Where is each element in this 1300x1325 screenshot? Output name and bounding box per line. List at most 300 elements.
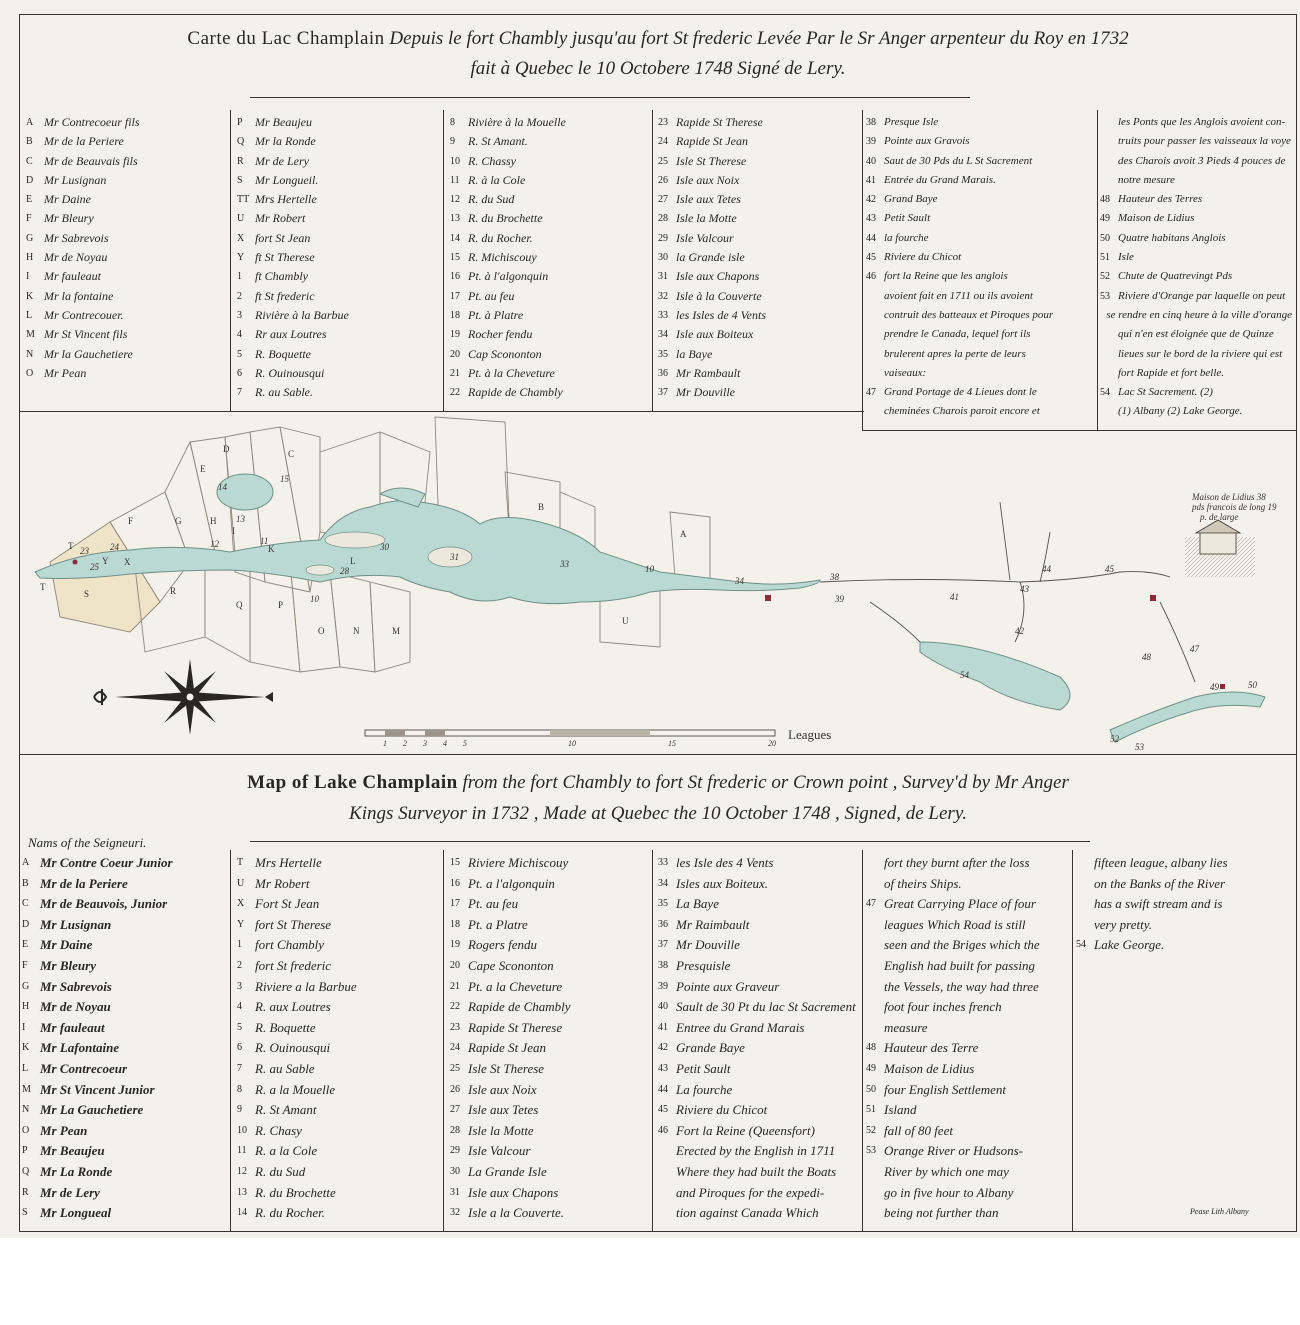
map-number-13: 13 xyxy=(236,514,245,524)
legend-key: H xyxy=(26,252,34,264)
legend-text: R. du Sud xyxy=(255,1163,306,1179)
legend-entry xyxy=(658,132,858,151)
plot-outline xyxy=(370,582,410,672)
legend-key: 9 xyxy=(237,1104,242,1116)
legend-key: N xyxy=(22,1104,30,1116)
legend-key: 15 xyxy=(450,252,460,264)
legend-key: Q xyxy=(22,1165,30,1177)
legend-entry xyxy=(22,894,228,915)
legend-entry xyxy=(237,287,439,306)
legend-text: Chute de Quatrevingt Pds xyxy=(1118,270,1233,283)
legend-entry xyxy=(866,152,1094,171)
legend-entry xyxy=(237,132,439,151)
legend-entry xyxy=(22,874,228,895)
legend-key: 36 xyxy=(658,367,668,379)
legend-key: 1 xyxy=(237,271,242,283)
legend-key: L xyxy=(26,309,33,321)
legend-entry xyxy=(658,853,860,874)
legend-entry xyxy=(658,935,860,956)
legend-text: R. au Sable. xyxy=(255,385,313,400)
legend-entry xyxy=(866,915,1070,936)
map-bottom-divider xyxy=(20,754,1296,755)
legend-entry xyxy=(866,248,1094,267)
legend-text: River by which one may xyxy=(884,1163,1009,1179)
lithographer-imprint: Pease Lith Albany xyxy=(1190,1207,1249,1216)
legend-key xyxy=(866,935,884,956)
legend-key: 44 xyxy=(866,232,876,244)
legend-key: 41 xyxy=(658,1021,668,1033)
map-number-45: 45 xyxy=(1105,564,1114,574)
legend-text: Pt. a l'algonquin xyxy=(468,875,555,891)
plot-letter-L: L xyxy=(350,556,356,566)
legend-key: 53 xyxy=(866,1145,876,1157)
legend-text: Mr Sabrevois xyxy=(44,230,109,245)
legend-entry xyxy=(26,190,226,209)
legend-text: Mr de la Periere xyxy=(40,875,128,891)
legend-text: Entree du Grand Marais xyxy=(676,1019,805,1035)
legend-key: P xyxy=(22,1145,28,1157)
legend-key: 34 xyxy=(658,329,668,341)
legend-key: 21 xyxy=(450,980,460,992)
scale-tick-label: 5 xyxy=(463,739,467,748)
legend-entry xyxy=(866,383,1094,402)
legend-key: 31 xyxy=(658,271,668,283)
legend-entry xyxy=(237,1183,439,1204)
legend-text: the Vessels, the way had three xyxy=(884,978,1039,994)
legend-entry xyxy=(450,977,648,998)
legend-text: Riviere a la Barbue xyxy=(255,978,357,994)
legend-key xyxy=(866,364,884,383)
map-number-52: 52 xyxy=(1110,734,1119,744)
legend-text: Cape Scononton xyxy=(468,957,554,973)
legend-text: La fourche xyxy=(676,1081,733,1097)
legend-key: 14 xyxy=(237,1207,247,1219)
legend-entry xyxy=(237,345,439,364)
legend-text: Mr Sabrevois xyxy=(40,978,112,994)
legend-text: Riviere du Chicot xyxy=(884,251,962,264)
legend-key xyxy=(658,1183,676,1204)
map-location-numbers xyxy=(80,474,1258,752)
legend-text: La Baye xyxy=(676,896,719,912)
legend-key: 49 xyxy=(1100,213,1110,225)
legend-entry xyxy=(450,1162,648,1183)
legend-entry xyxy=(1100,267,1292,286)
legend-entry xyxy=(450,1203,648,1224)
legend-text: (1) Albany (2) Lake George. xyxy=(1118,405,1243,418)
legend-text: Lake George. xyxy=(1094,937,1165,953)
legend-key: 38 xyxy=(658,959,668,971)
legend-key: 20 xyxy=(450,348,460,360)
legend-text: Isle aux Chapons xyxy=(468,1184,559,1200)
legend-entry xyxy=(450,915,648,936)
map-number-53: 53 xyxy=(1135,742,1144,752)
map-number-14: 14 xyxy=(218,482,227,492)
plot-letter-Y: Y xyxy=(102,556,109,566)
top-col-rule xyxy=(652,110,653,411)
english-title-rest: from the fort Chambly to fort St frederic or Crown point , Survey'd by Mr Anger xyxy=(462,772,1069,793)
legend-key: 14 xyxy=(450,232,460,244)
legend-text: Rapide St Therese xyxy=(676,115,763,129)
legend-entry xyxy=(237,267,439,286)
legend-text: fort Chambly xyxy=(255,937,324,953)
legend-key: R xyxy=(237,155,244,167)
legend-entry xyxy=(450,1018,648,1039)
legend-text: Mr de Beauvois, Junior xyxy=(40,896,168,912)
legend-entry xyxy=(866,364,1094,383)
legend-entry xyxy=(450,132,648,151)
legend-entry xyxy=(1100,132,1292,151)
legend-entry xyxy=(22,1183,228,1204)
legend-entry xyxy=(237,209,439,228)
river-line xyxy=(820,572,1170,582)
legend-entry xyxy=(866,209,1094,228)
legend-key: 11 xyxy=(450,174,460,186)
legend-text: Mr Contrecouer. xyxy=(44,307,124,322)
legend-text: Presque Isle xyxy=(884,116,939,128)
legend-entry xyxy=(22,1203,228,1224)
plot-letter-K: K xyxy=(268,544,275,554)
legend-key: 46 xyxy=(866,271,876,283)
legend-key: H xyxy=(22,1001,30,1013)
legend-key: E xyxy=(26,194,33,206)
legend-entry xyxy=(237,248,439,267)
legend-key: 54 xyxy=(1076,939,1086,951)
legend-text: se rendre en cinq heure à la ville d'orange xyxy=(1106,308,1292,321)
legend-text: Mr Lafontaine xyxy=(40,1040,120,1056)
legend-entry xyxy=(450,997,648,1018)
legend-text: Grand Portage de 4 Lieues dont le xyxy=(884,386,1037,399)
legend-entry xyxy=(866,229,1094,248)
plot-letter-T: T xyxy=(68,541,74,551)
legend-key: 25 xyxy=(658,155,668,167)
legend-text: on the Banks of the River xyxy=(1094,875,1226,891)
legend-text: Fort la Reine (Queensfort) xyxy=(676,1122,815,1138)
legend-entry xyxy=(1100,345,1292,364)
legend-entry xyxy=(658,894,860,915)
legend-text: Riviere du Chicot xyxy=(676,1102,768,1118)
legend-text: and Piroques for the expedi- xyxy=(676,1184,825,1200)
legend-entry xyxy=(22,1018,228,1039)
legend-text: R. Chasy xyxy=(255,1122,302,1138)
legend-key xyxy=(866,874,884,895)
legend-key: 53 xyxy=(1100,290,1110,302)
legend-text: Mr de Lery xyxy=(255,153,309,168)
legend-text: fort they burnt after the loss xyxy=(884,855,1030,870)
legend-text: Isle aux Chapons xyxy=(676,269,760,284)
legend-entry xyxy=(237,1141,439,1162)
scale-bar-segment xyxy=(550,730,650,736)
legend-key: 18 xyxy=(450,918,460,930)
legend-entry xyxy=(450,267,648,286)
legend-key: 20 xyxy=(450,959,460,971)
legend-text: Mrs Hertelle xyxy=(255,855,322,870)
legend-entry xyxy=(22,1121,228,1142)
map-number-48: 48 xyxy=(1142,652,1151,662)
legend-key: 32 xyxy=(450,1207,460,1219)
legend-entry xyxy=(1076,853,1292,874)
legend-key: G xyxy=(22,980,30,992)
fort-marker xyxy=(1150,595,1156,601)
plot-letter-D: D xyxy=(223,444,230,454)
map-number-42: 42 xyxy=(1015,626,1024,636)
legend-text: fort St Therese xyxy=(255,916,332,932)
legend-text: Maison de Lidius xyxy=(884,1060,975,1076)
legend-entry xyxy=(658,1100,860,1121)
legend-text: fort la Reine que les anglois xyxy=(884,270,1008,283)
legend-text: Orange River or Hudsons- xyxy=(884,1143,1024,1159)
map-number-28: 28 xyxy=(340,566,349,576)
legend-entry xyxy=(866,1038,1070,1059)
plot-letter-C: C xyxy=(288,449,295,459)
legend-key: D xyxy=(26,174,34,186)
legend-text: R. aux Loutres xyxy=(255,999,331,1015)
legend-entry xyxy=(237,935,439,956)
legend-entry xyxy=(866,132,1094,151)
legend-entry xyxy=(658,248,858,267)
legend-text: fort Rapide et fort belle. xyxy=(1118,366,1225,379)
legend-key: 30 xyxy=(450,1165,460,1177)
map-number-10: 10 xyxy=(310,594,319,604)
seigneury-legend-header: Nams of the Seigneuri. xyxy=(28,835,147,850)
legend-text: Mr Rambault xyxy=(676,365,741,380)
french-title xyxy=(22,28,1294,50)
legend-entry xyxy=(658,229,858,248)
legend-entry xyxy=(658,190,858,209)
legend-entry xyxy=(658,1121,860,1142)
plot-letter-F: F xyxy=(128,516,134,526)
legend-entry xyxy=(26,171,226,190)
legend-text: Isle à la Couverte xyxy=(676,288,762,303)
french-title-main: Carte du Lac Champlain xyxy=(187,28,385,49)
legend-entry xyxy=(22,1162,228,1183)
legend-key: 22 xyxy=(450,1001,460,1013)
plot-letter-P: P xyxy=(278,600,284,610)
legend-text: go in five hour to Albany xyxy=(884,1184,1014,1200)
legend-entry xyxy=(237,915,439,936)
legend-key: 37 xyxy=(658,387,668,399)
legend-entry xyxy=(450,364,648,383)
legend-text: Mr de Beauvais fils xyxy=(44,153,138,168)
legend-key xyxy=(1100,113,1118,132)
legend-entry xyxy=(1076,915,1292,936)
legend-text: Saut de 30 Pds du L St Sacrement xyxy=(884,154,1033,167)
legend-text: leagues Which Road is still xyxy=(884,916,1026,932)
plot-letter-O: O xyxy=(318,626,325,636)
legend-entry xyxy=(658,306,858,325)
scale-tick-label: 2 xyxy=(403,739,407,748)
map-number-11: 11 xyxy=(260,536,269,546)
legend-entry xyxy=(237,1038,439,1059)
legend-key: M xyxy=(22,1083,31,1095)
map-number-12: 12 xyxy=(210,539,219,549)
legend-text: Isle aux Noix xyxy=(676,172,740,187)
legend-key: 4 xyxy=(237,1001,242,1013)
legend-text: Mr Douville xyxy=(676,385,735,400)
legend-entry xyxy=(237,997,439,1018)
legend-key: 15 xyxy=(450,857,460,868)
plot-letter-U: U xyxy=(622,616,629,626)
legend-text: la Baye xyxy=(676,346,713,361)
bottom-legend-col-5 xyxy=(866,853,1070,1224)
legend-text: Petit Sault xyxy=(676,1060,731,1076)
legend-key: 34 xyxy=(658,877,668,889)
legend-entry xyxy=(237,1203,439,1224)
legend-key: 10 xyxy=(450,155,460,167)
legend-entry xyxy=(450,1038,648,1059)
legend-text: truits pour passer les vaisseaux la voye xyxy=(1118,135,1291,148)
legend-entry xyxy=(866,1059,1070,1080)
legend-key: 50 xyxy=(1100,232,1110,244)
river-line xyxy=(1000,502,1010,580)
legend-text: R. du Brochette xyxy=(255,1184,336,1200)
bottom-col-rule xyxy=(652,850,653,1232)
legend-key: F xyxy=(22,959,28,971)
plot-letter-M: M xyxy=(392,626,401,636)
legend-key: 31 xyxy=(450,1186,460,1198)
plot-letter-Q: Q xyxy=(236,600,243,610)
legend-text: prendre le Canada, lequel fort ils xyxy=(884,328,1031,341)
legend-entry xyxy=(866,1162,1070,1183)
legend-key: Y xyxy=(237,918,245,930)
legend-entry xyxy=(22,1038,228,1059)
legend-key: F xyxy=(26,213,32,225)
legend-text: R. Michiscouy xyxy=(468,250,537,265)
legend-key: 24 xyxy=(658,136,668,148)
legend-key: 54 xyxy=(1100,387,1110,399)
legend-text: measure xyxy=(884,1019,928,1035)
legend-entry xyxy=(237,229,439,248)
legend-key xyxy=(866,345,884,364)
legend-entry xyxy=(866,1203,1070,1224)
river-line xyxy=(1040,532,1050,582)
legend-entry xyxy=(26,364,226,383)
legend-key: 38 xyxy=(866,117,876,128)
legend-key: 41 xyxy=(866,174,876,186)
legend-text: Isle a la Couverte. xyxy=(468,1205,565,1221)
legend-entry xyxy=(26,152,226,171)
legend-entry xyxy=(658,1183,860,1204)
legend-entry xyxy=(237,1059,439,1080)
legend-text: Lac St Sacrement. (2) xyxy=(1118,386,1213,399)
legend-entry xyxy=(866,171,1094,190)
legend-key: 40 xyxy=(658,1001,668,1013)
legend-key xyxy=(1076,915,1094,936)
legend-key: 13 xyxy=(450,213,460,225)
legend-entry xyxy=(1100,364,1292,383)
legend-key: 16 xyxy=(450,271,460,283)
legend-text: Mr La Gauchetiere xyxy=(40,1102,144,1118)
legend-key xyxy=(658,1141,676,1162)
legend-text: Isle aux Tetes xyxy=(468,1102,539,1118)
legend-key: 51 xyxy=(1100,252,1110,264)
legend-key: 12 xyxy=(237,1165,247,1177)
legend-text: Pointe aux Graveur xyxy=(676,978,780,994)
legend-text: Pointe aux Gravois xyxy=(884,135,970,148)
plot-letter-G: G xyxy=(175,516,182,526)
legend-key: U xyxy=(237,877,245,889)
legend-text: Rogers fendu xyxy=(468,937,537,953)
legend-entry xyxy=(866,977,1070,998)
legend-entry xyxy=(1100,171,1292,190)
legend-key: 28 xyxy=(450,1124,460,1136)
legend-key: 9 xyxy=(450,136,455,148)
legend-key: 19 xyxy=(450,939,460,951)
legend-text: Mr Douville xyxy=(676,937,740,953)
legend-key: 5 xyxy=(237,1021,242,1033)
legend-entry xyxy=(450,956,648,977)
legend-entry xyxy=(1076,874,1292,895)
legend-entry xyxy=(866,956,1070,977)
legend-text: Isle aux Tetes xyxy=(676,192,741,207)
legend-text: Mr de la Periere xyxy=(44,134,124,149)
fort-marker xyxy=(1220,684,1225,689)
legend-entry xyxy=(1076,894,1292,915)
legend-key: N xyxy=(26,348,34,360)
legend-key: 35 xyxy=(658,348,668,360)
lidius-inset-line2: pds francois de long 19 xyxy=(1192,502,1277,512)
legend-entry xyxy=(450,894,648,915)
legend-entry xyxy=(237,190,439,209)
bottom-col-rule xyxy=(230,850,231,1232)
plot-outline xyxy=(205,562,250,662)
legend-key: 17 xyxy=(450,290,460,302)
legend-key xyxy=(866,1203,884,1224)
legend-key xyxy=(866,306,884,325)
legend-entry xyxy=(22,997,228,1018)
legend-text: Mr Beaujeu xyxy=(40,1143,105,1159)
legend-text: R. à la Cole xyxy=(468,172,526,187)
plot-letter-E: E xyxy=(200,464,206,474)
legend-text: Isle St Therese xyxy=(468,1060,545,1076)
legend-entry xyxy=(1100,306,1292,325)
legend-key: E xyxy=(22,939,29,951)
legend-key: 45 xyxy=(866,252,876,264)
legend-key: 18 xyxy=(450,309,460,321)
legend-text: R. Ouinousqui xyxy=(255,365,325,380)
legend-text: Isle Valcour xyxy=(468,1143,531,1159)
legend-key: 44 xyxy=(658,1083,668,1095)
legend-text: Great Carrying Place of four xyxy=(884,896,1036,912)
legend-text: contruit des batteaux et Piroques pour xyxy=(884,308,1054,321)
legend-text: R. du Rocher. xyxy=(468,230,533,245)
legend-key: G xyxy=(26,232,34,244)
legend-key xyxy=(658,1203,676,1224)
legend-entry xyxy=(866,935,1070,956)
legend-key: 16 xyxy=(450,877,460,889)
legend-entry xyxy=(237,1080,439,1101)
legend-entry xyxy=(450,1141,648,1162)
legend-text: Rivière à la Mouelle xyxy=(468,115,566,129)
house-icon xyxy=(1200,532,1236,554)
legend-key xyxy=(866,977,884,998)
legend-key: 48 xyxy=(866,1042,876,1054)
legend-entry xyxy=(22,1080,228,1101)
compass-rose xyxy=(94,659,273,735)
plot-letter-T: T xyxy=(40,582,46,592)
fort-st-frederic-marker xyxy=(765,595,771,601)
map-number-50: 50 xyxy=(1248,680,1257,690)
legend-entry xyxy=(1100,248,1292,267)
lake-water xyxy=(35,474,1265,742)
legend-entry xyxy=(22,1100,228,1121)
legend-text: Pt. a Platre xyxy=(468,916,528,932)
legend-key: U xyxy=(237,213,245,225)
legend-text: Isle la Motte xyxy=(676,211,737,226)
missisquoi-bay xyxy=(217,474,273,510)
legend-entry xyxy=(866,345,1094,364)
legend-entry xyxy=(26,248,226,267)
bottom-col-rule xyxy=(443,850,444,1232)
